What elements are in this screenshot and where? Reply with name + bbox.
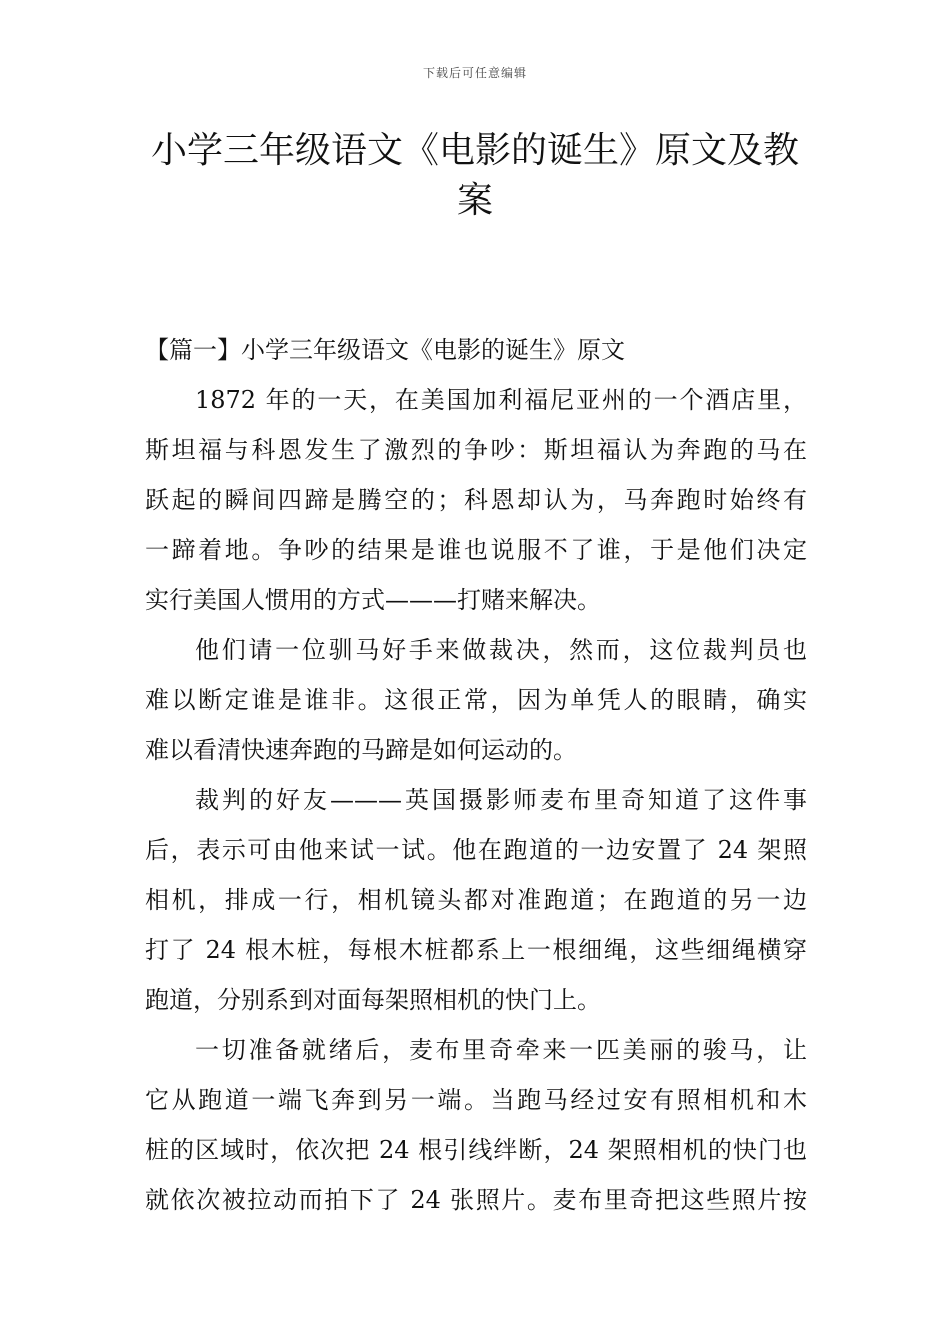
paragraph-line: 它从跑道一端飞奔到另一端。当跑马经过安有照相机和木 [145, 1086, 807, 1114]
paragraph-line: 他们请一位驯马好手来做裁决，然而，这位裁判员也 [195, 636, 807, 664]
document-body [145, 325, 807, 1225]
paragraph-line: 实行美国人惯用的方式———打赌来解决。 [145, 586, 601, 614]
paragraph-line: 打了 24 根木桩，每根木桩都系上一根细绳，这些细绳横穿 [145, 936, 807, 964]
paragraph-line: 裁判的好友———英国摄影师麦布里奇知道了这件事 [195, 786, 807, 814]
title-line-2: 案 [456, 180, 493, 221]
paragraph-line: 斯坦福与科恩发生了激烈的争吵：斯坦福认为奔跑的马在 [145, 436, 807, 464]
paragraph-line: 难以看清快速奔跑的马蹄是如何运动的。 [145, 736, 577, 764]
paragraph-line: 桩的区域时，依次把 24 根引线绊断，24 架照相机的快门也 [145, 1136, 807, 1164]
header-note: 下载后可任意编辑 [422, 66, 527, 80]
paragraph-4 [145, 1025, 807, 1225]
paragraph-line: 后，表示可由他来试一试。他在跑道的一边安置了 24 架照 [145, 836, 807, 864]
section-heading: 【篇一】小学三年级语文《电影的诞生》原文 [145, 336, 625, 364]
paragraph-3 [145, 775, 807, 1025]
paragraph-line: 一蹄着地。争吵的结果是谁也说服不了谁，于是他们决定 [145, 536, 807, 564]
document-title [140, 126, 810, 226]
paragraph-line: 相机，排成一行，相机镜头都对准跑道；在跑道的另一边 [145, 886, 807, 914]
paragraph-line: 跑道，分别系到对面每架照相机的快门上。 [145, 986, 601, 1014]
paragraph-line: 难以断定谁是谁非。这很正常，因为单凭人的眼睛，确实 [145, 686, 807, 714]
paragraph-2 [145, 625, 807, 775]
paragraph-line: 一切准备就绪后，麦布里奇牵来一匹美丽的骏马，让 [195, 1036, 807, 1064]
paragraph-line: 就依次被拉动而拍下了 24 张照片。麦布里奇把这些照片按 [145, 1186, 807, 1214]
paragraph-line: 跃起的瞬间四蹄是腾空的；科恩却认为，马奔跑时始终有 [145, 486, 807, 514]
title-line-1: 小学三年级语文《电影的诞生》原文及教 [150, 130, 799, 171]
paragraph-1 [145, 375, 807, 625]
paragraph-line: 1872 年的一天，在美国加利福尼亚州的一个酒店里， [195, 386, 807, 414]
